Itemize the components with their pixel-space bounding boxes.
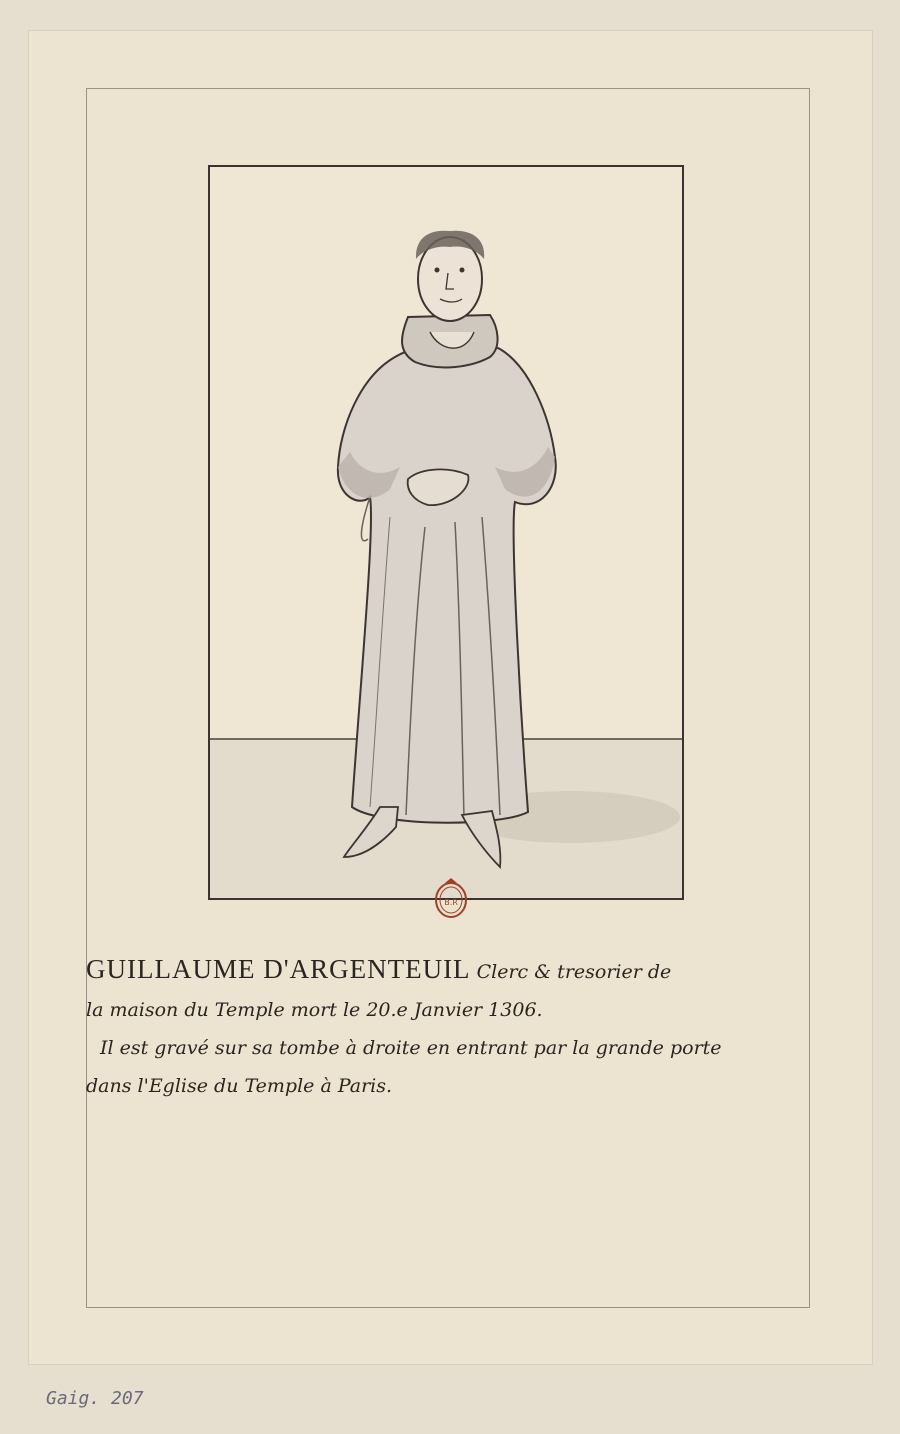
caption-line-3: Il est gravé sur sa tombe à droite en entrant par la grande porte xyxy=(100,1037,722,1059)
shelfmark-annotation: Gaig. 207 xyxy=(46,1388,144,1409)
caption-title: Clerc & tresorier de xyxy=(476,961,672,983)
caption-line-2: la maison du Temple mort le 20.e Janvier 1306. xyxy=(86,999,543,1021)
caption-name: GUILLAUME D'ARGENTEUIL xyxy=(86,954,471,984)
library-stamp xyxy=(433,876,469,920)
cleric-figure-drawing xyxy=(210,167,682,898)
caption-block xyxy=(86,950,826,1105)
svg-text:B.R: B.R xyxy=(444,898,458,907)
caption-line-4: dans l'Eglise du Temple à Paris. xyxy=(86,1075,393,1097)
figure-frame xyxy=(208,165,684,900)
